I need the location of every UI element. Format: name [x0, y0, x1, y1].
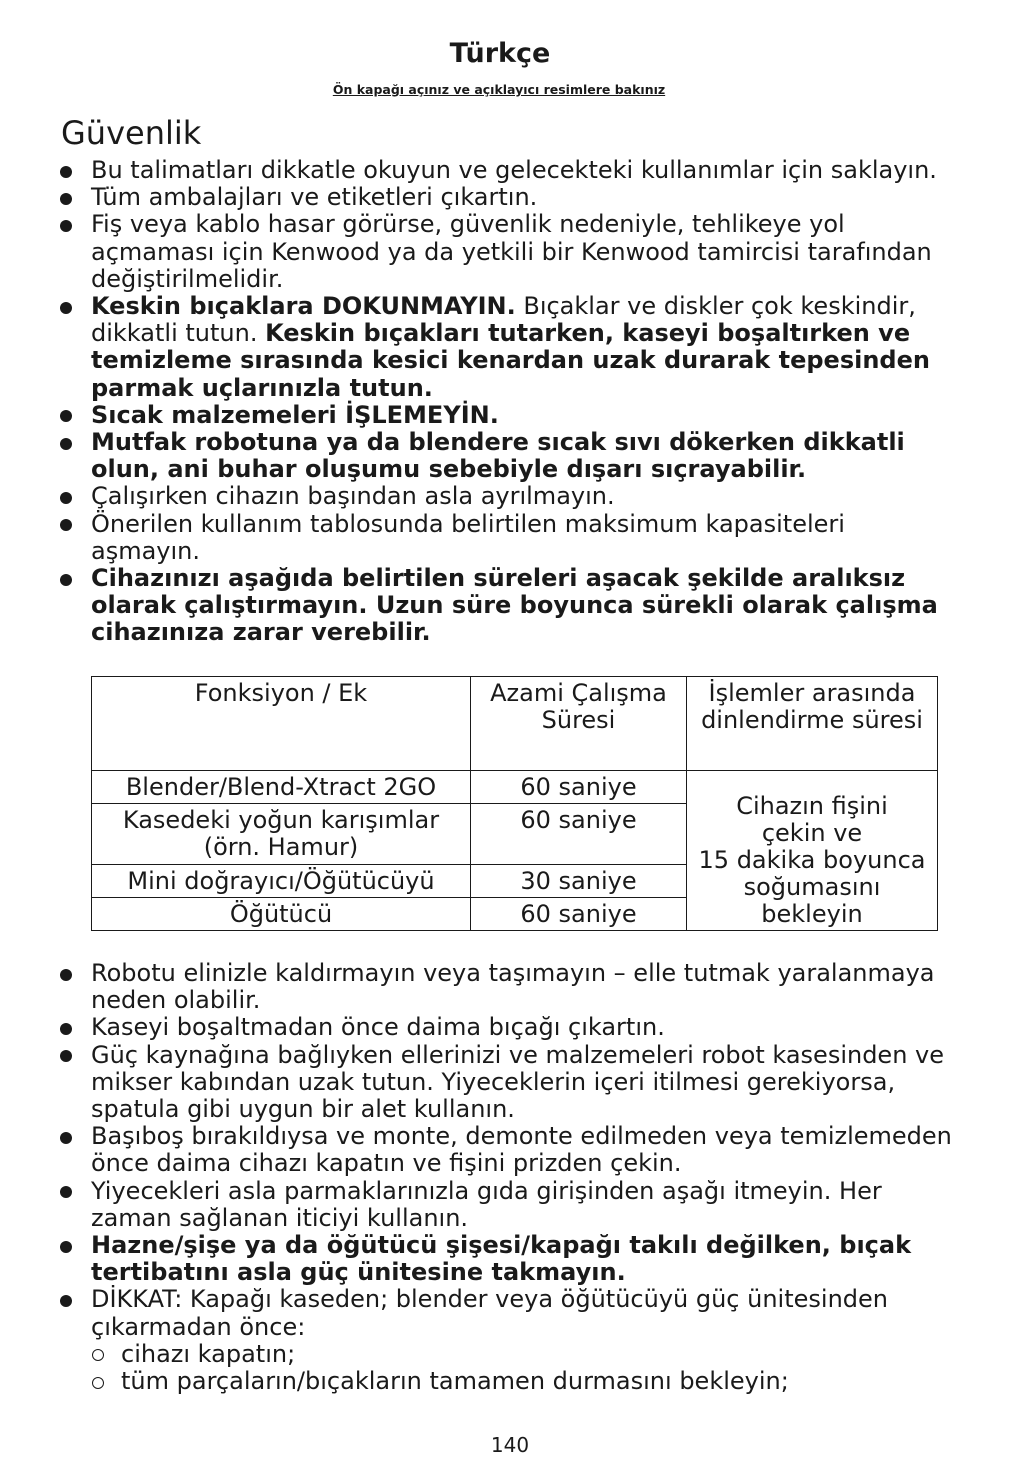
- function-cell: Blender/Blend-Xtract 2GO: [92, 771, 471, 804]
- sub-list-item: cihazı kapatın;: [91, 1341, 955, 1368]
- bullet-icon: [60, 969, 72, 981]
- function-cell: Kasedeki yoğun karışımlar (örn. Hamur): [92, 804, 471, 865]
- safety-list-bottom: [60, 960, 955, 1395]
- bullet-icon: [60, 410, 72, 422]
- bullet-icon: [60, 492, 72, 504]
- safety-item: Önerilen kullanım tablosunda belirtilen maksimum kapasiteleri aşmayın.: [60, 511, 955, 565]
- table-row: [92, 771, 938, 804]
- bullet-icon: [60, 1186, 72, 1198]
- caution-sub-list: [91, 1341, 955, 1395]
- operating-time-table: [91, 676, 938, 931]
- bullet-icon: [60, 1132, 72, 1144]
- see-illustrations-note: Ön kapağı açınız ve açıklayıcı resimlere bakınız: [332, 82, 666, 97]
- safety-item: Fiş veya kablo hasar görürse, güvenlik nedeniyle, tehlikeye yol açmaması için Kenwood ya da yetkili bir Kenwood tamircisi tarafından değiştirilmelidir.: [60, 211, 955, 293]
- safety-item: Çalışırken cihazın başından asla ayrılmayın.: [60, 483, 955, 510]
- safety-item: Tüm ambalajları ve etiketleri çıkartın.: [60, 184, 955, 211]
- sub-list-item: tüm parçaların/bıçakların tamamen durmasını bekleyin;: [91, 1368, 955, 1395]
- function-cell: Öğütücü: [92, 898, 471, 931]
- language-title: Türkçe: [449, 38, 551, 69]
- safety-item: Cihazınızı aşağıda belirtilen süreleri aşacak şekilde aralıksız olarak çalıştırmayın. Uzun süre boyunca sürekli olarak çalışma cihazınıza zarar verebilir.: [60, 565, 955, 647]
- function-cell: Mini doğrayıcı/Öğütücüyü: [92, 865, 471, 898]
- bullet-icon: [60, 302, 72, 314]
- safety-item: Güç kaynağına bağlıyken ellerinizi ve malzemeleri robot kasesinden ve mikser kabından uzak tutun. Yiyeceklerin içeri itilmesi gerekiyorsa, spatula gibi uygun bir alet kullanın.: [60, 1042, 955, 1124]
- bullet-icon: [60, 1241, 72, 1253]
- safety-item-caution: DİKKAT: Kapağı kaseden; blender veya öğütücüyü güç ünitesinden çıkarmadan önce: cihazı kapatın; tüm parçaların/bıçakların tamamen durmasını bekleyin;: [60, 1286, 955, 1395]
- bullet-icon: [60, 519, 72, 531]
- bullet-icon: [60, 1023, 72, 1035]
- safety-item: Sıcak malzemeleri İŞLEMEYİN.: [60, 402, 955, 429]
- bullet-icon: [60, 166, 72, 178]
- bullet-icon: [60, 438, 72, 450]
- max-time-cell: 60 saniye: [471, 898, 687, 931]
- circle-bullet-icon: [92, 1349, 104, 1361]
- rest-time-cell: Cihazın fişini çekin ve 15 dakika boyunca soğumasını bekleyin: [687, 771, 938, 931]
- bullet-icon: [60, 220, 72, 232]
- column-header-rest-time: İşlemler arasında dinlendirme süresi: [687, 677, 938, 771]
- safety-item: Yiyecekleri asla parmaklarınızla gıda girişinden aşağı itmeyin. Her zaman sağlanan iticiyi kullanın.: [60, 1178, 955, 1232]
- safety-item: Hazne/şişe ya da öğütücü şişesi/kapağı takılı değilken, bıçak tertibatını asla güç ünitesine takmayın.: [60, 1232, 955, 1286]
- section-heading: Güvenlik: [61, 114, 202, 152]
- circle-bullet-icon: [92, 1377, 104, 1389]
- column-header-max-time: Azami Çalışma Süresi: [471, 677, 687, 771]
- bullet-icon: [60, 574, 72, 586]
- safety-item: Mutfak robotuna ya da blendere sıcak sıvı dökerken dikkatli olun, ani buhar oluşumu sebebiyle dışarı sıçrayabilir.: [60, 429, 955, 483]
- column-header-function: Fonksiyon / Ek: [92, 677, 471, 771]
- max-time-cell: 60 saniye: [471, 804, 687, 865]
- safety-item: Robotu elinizle kaldırmayın veya taşımayın – elle tutmak yaralanmaya neden olabilir.: [60, 960, 955, 1014]
- page-number: 140: [490, 1433, 530, 1457]
- bullet-icon: [60, 1295, 72, 1307]
- bullet-icon: [60, 1050, 72, 1062]
- safety-item-sharp-blades: Keskin bıçaklara DOKUNMAYIN. Bıçaklar ve diskler çok keskindir, dikkatli tutun. Keskin bıçakları tutarken, kaseyi boşaltırken ve temizleme sırasında kesici kenardan uzak durarak tepesinden parmak uçlarınızla tutun.: [60, 293, 955, 402]
- safety-item: Bu talimatları dikkatle okuyun ve gelecekteki kullanımlar için saklayın.: [60, 157, 955, 184]
- bullet-icon: [60, 193, 72, 205]
- safety-list-top: [60, 157, 955, 647]
- max-time-cell: 30 saniye: [471, 865, 687, 898]
- table-header-row: [92, 677, 938, 771]
- max-time-cell: 60 saniye: [471, 771, 687, 804]
- safety-item: Başıboş bırakıldıysa ve monte, demonte edilmeden veya temizlemeden önce daima cihazı kapatın ve fişini prizden çekin.: [60, 1123, 955, 1177]
- safety-item: Kaseyi boşaltmadan önce daima bıçağı çıkartın.: [60, 1014, 955, 1041]
